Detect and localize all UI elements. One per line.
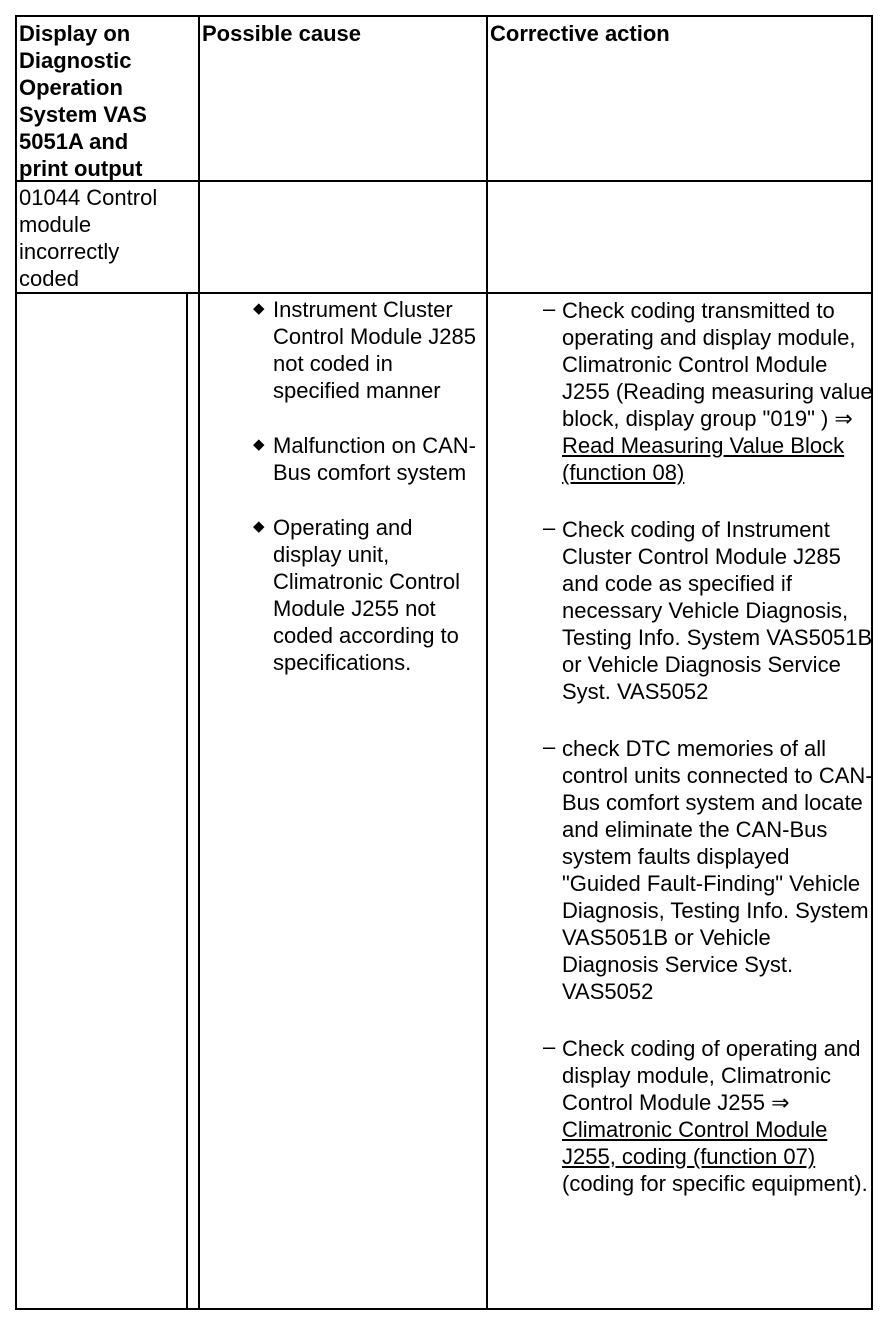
action-text-suffix: (coding for specific equipment). xyxy=(562,1171,868,1196)
bullet-icon: ◆ xyxy=(253,518,265,535)
cause-text: Operating and display unit, Climatronic Control Module J255 not coded according to specifications. xyxy=(273,515,461,675)
dash-icon: – xyxy=(543,296,556,321)
corrective-actions-list xyxy=(543,297,873,1197)
cause-item xyxy=(253,432,483,486)
header-corrective-action: Corrective action xyxy=(490,21,670,46)
column-divider-1 xyxy=(198,15,200,1310)
table-border-left xyxy=(15,15,17,1310)
cause-item xyxy=(253,296,483,404)
column-divider-inner xyxy=(186,292,188,1310)
action-item xyxy=(543,1035,873,1197)
header-display: Display on Diagnostic Operation System VAS 5051A and print output xyxy=(19,21,147,181)
action-item xyxy=(543,297,873,486)
action-text: Check coding of Instrument Cluster Control Module J285 and code as specified if necessary Vehicle Diagnosis, Testing Info. System VAS5051B or Vehicle Diagnosis Service Syst. VAS5052 xyxy=(562,517,873,704)
cause-text: Malfunction on CAN-Bus comfort system xyxy=(273,433,476,485)
column-divider-2 xyxy=(486,15,488,1310)
possible-causes-list xyxy=(253,296,483,704)
bullet-icon: ◆ xyxy=(253,436,265,453)
row-divider xyxy=(15,292,873,294)
action-item xyxy=(543,516,873,705)
table-border-top xyxy=(15,15,873,17)
climatronic-coding-link[interactable]: Climatronic Control Module J255, coding (function 07) xyxy=(562,1117,828,1169)
header-possible-cause: Possible cause xyxy=(202,21,361,46)
action-text: Check coding transmitted to operating and display module, Climatronic Control Module J255 (Reading measuring value block, display group "019" ) ⇒ xyxy=(562,298,873,431)
dash-icon: – xyxy=(543,1034,556,1059)
dash-icon: – xyxy=(543,515,556,540)
action-item xyxy=(543,735,873,1005)
cause-text: Instrument Cluster Control Module J285 not coded in specified manner xyxy=(273,297,477,403)
bullet-icon: ◆ xyxy=(253,300,265,317)
cause-item xyxy=(253,514,483,676)
fault-code-display: 01044 Control module incorrectly coded xyxy=(19,185,158,291)
action-text: Check coding of operating and display module, Climatronic Control Module J255 ⇒ xyxy=(562,1036,861,1115)
table-border-bottom xyxy=(15,1308,873,1310)
read-measuring-value-block-link[interactable]: Read Measuring Value Block (function 08) xyxy=(562,433,845,485)
dash-icon: – xyxy=(543,734,556,759)
action-text: check DTC memories of all control units connected to CAN-Bus comfort system and locate and eliminate the CAN-Bus system faults displayed "Guided Fault-Finding" Vehicle Diagnosis, Testing Info. System VAS5051B or Vehicle Diagnosis Service Syst. VAS5052 xyxy=(562,736,873,1004)
